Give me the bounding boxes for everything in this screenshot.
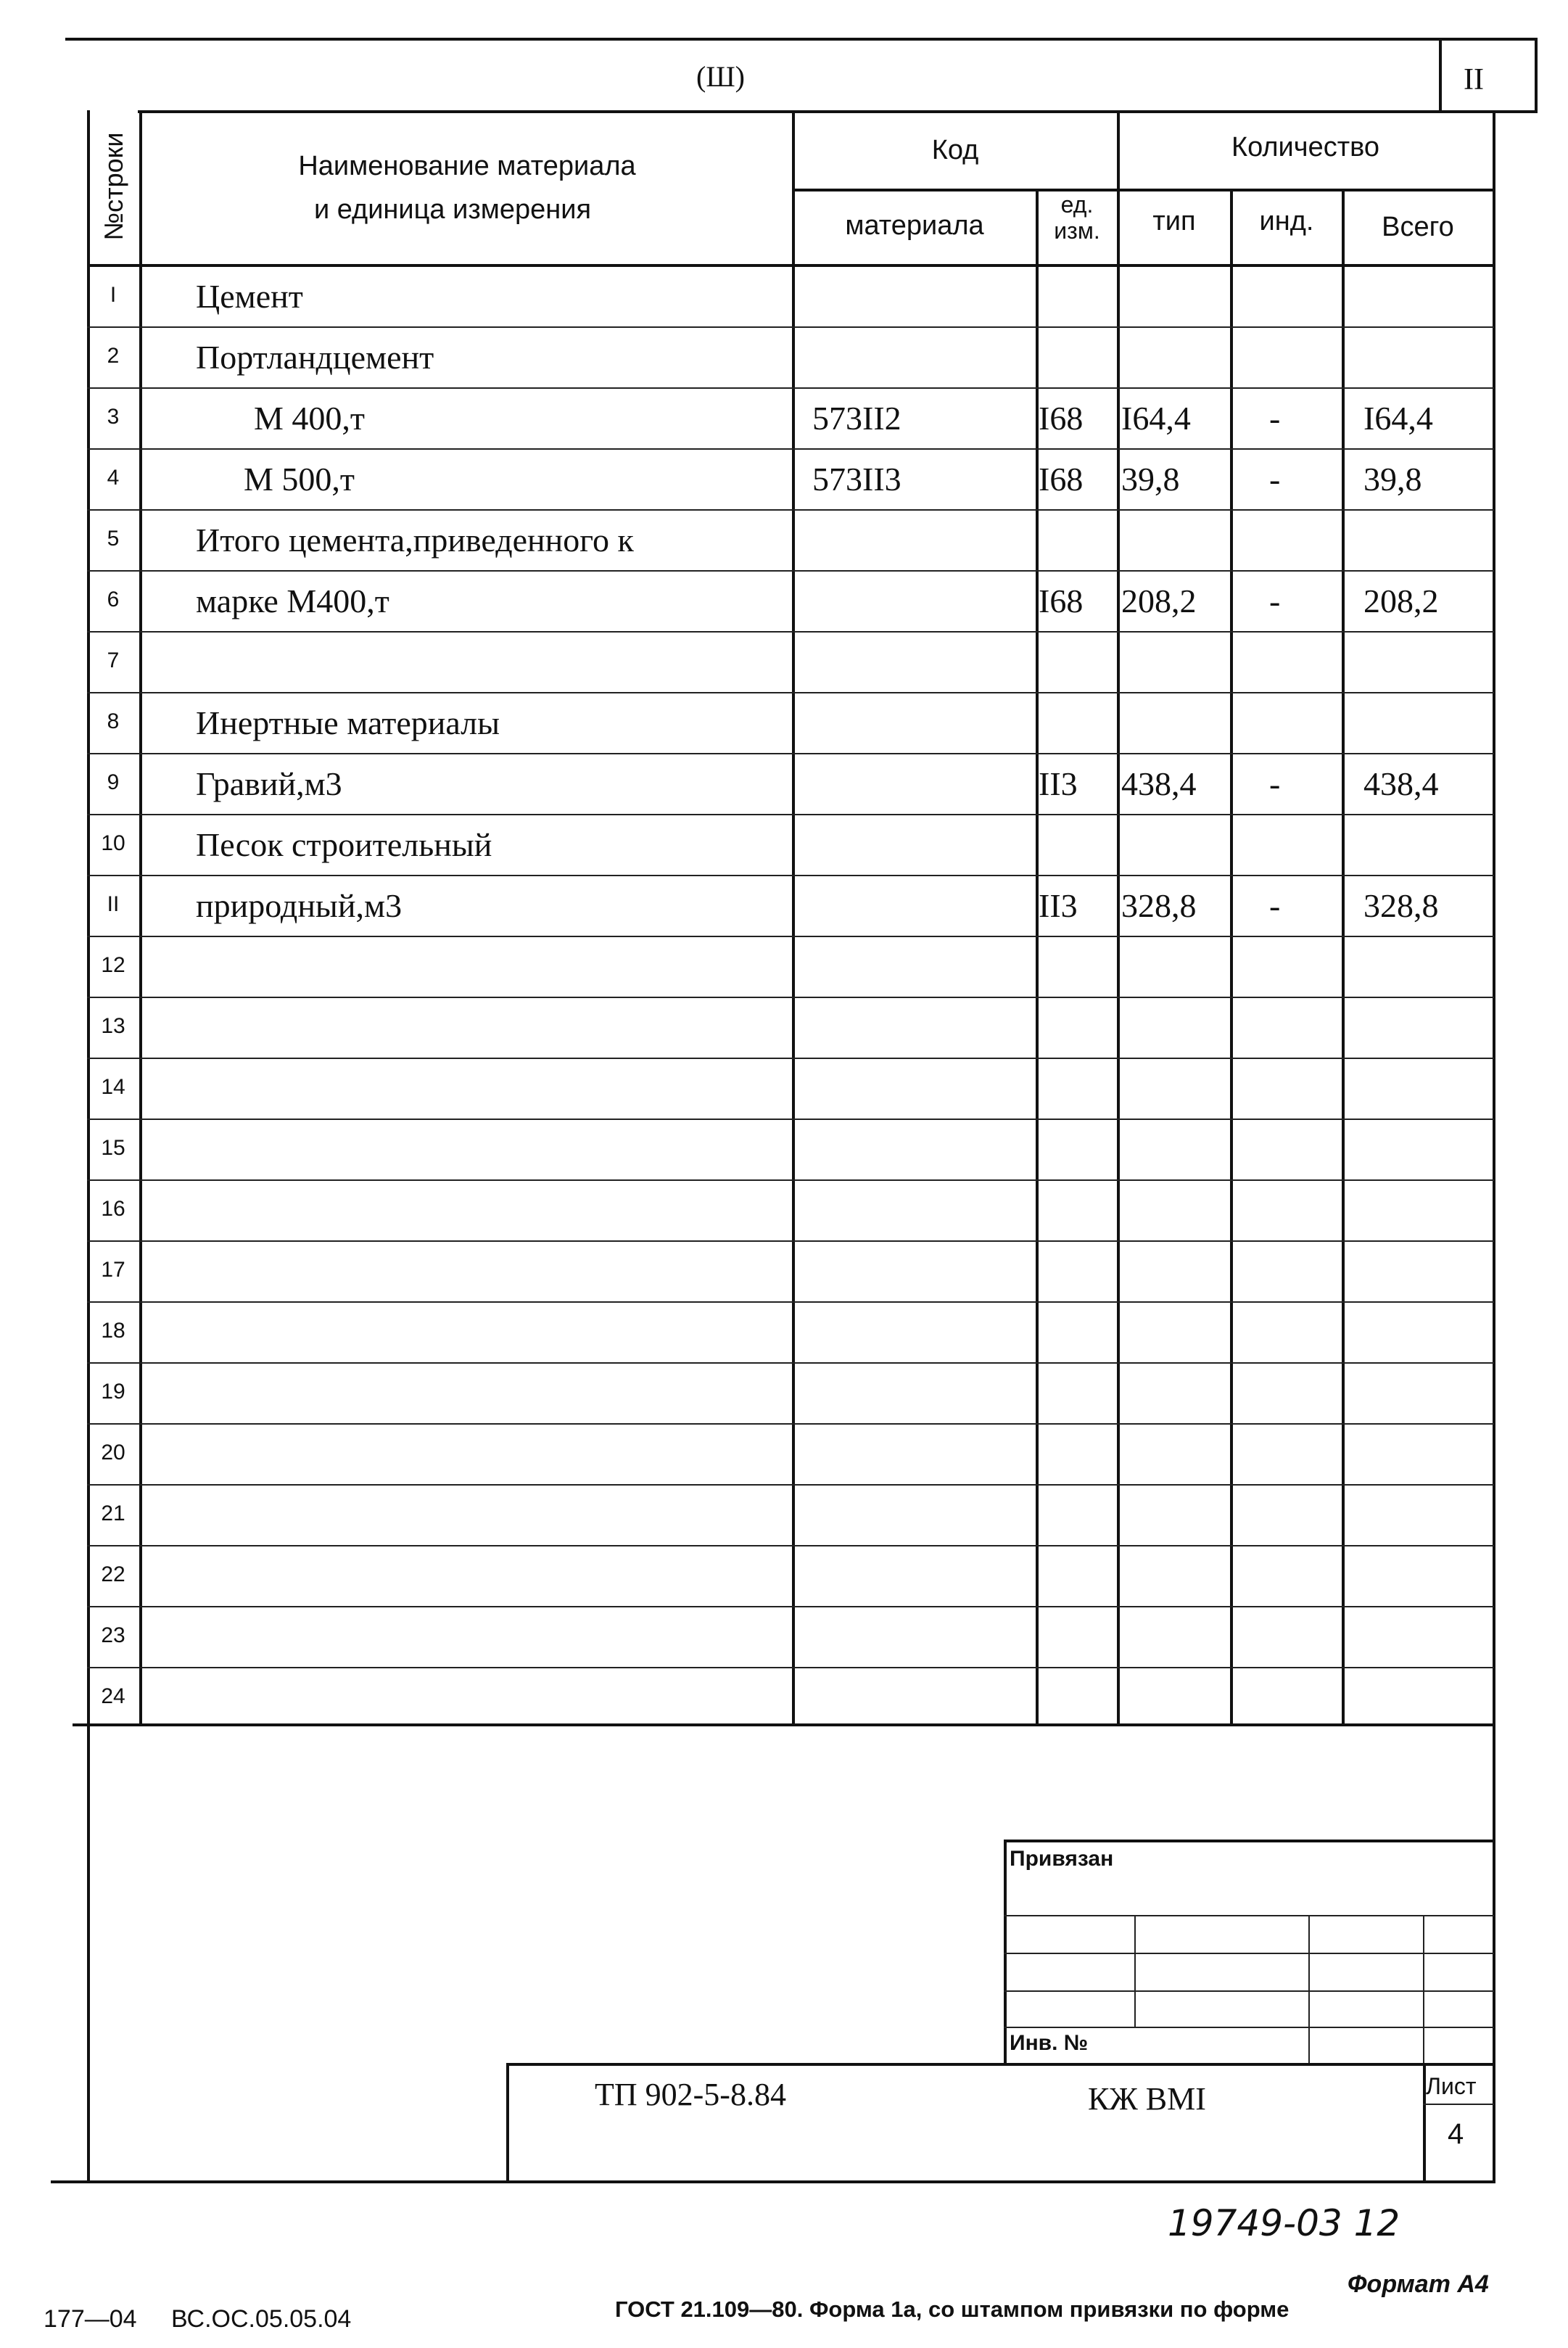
- cell-name: Портландцемент: [196, 339, 434, 376]
- stamp-line-1: [1004, 1915, 1494, 1916]
- handwritten-number: 19749-03 12: [1168, 2202, 1400, 2244]
- cell-total: 39,8: [1363, 461, 1422, 498]
- cell-total: I64,4: [1363, 400, 1433, 437]
- cell-typ: 328,8: [1121, 887, 1197, 924]
- col-unit-divider: [1117, 110, 1120, 1725]
- frame-bottom-line: [51, 2180, 1495, 2183]
- row-separator: [87, 936, 1494, 937]
- row-separator: [87, 1667, 1494, 1668]
- cell-ind: -: [1269, 582, 1281, 619]
- row-separator: [87, 1362, 1494, 1364]
- header-material: материала: [845, 210, 984, 241]
- row-number: 21: [101, 1502, 125, 1525]
- row-number: 22: [101, 1562, 125, 1586]
- row-number: 7: [107, 648, 120, 672]
- cell-material: 573II3: [812, 461, 901, 498]
- col-rownum-divider: [139, 110, 142, 1725]
- format-label: Формат А4: [1348, 2270, 1489, 2298]
- row-number: 8: [107, 709, 120, 733]
- row-number: 16: [101, 1197, 125, 1221]
- cell-name: марке М400,т: [196, 582, 389, 619]
- cell-name: Цемент: [196, 278, 303, 315]
- cell-typ: 39,8: [1121, 461, 1180, 498]
- titleblock-top: [506, 2063, 1494, 2066]
- footer-left-code: 177—04: [44, 2305, 137, 2333]
- table-bottom-line: [73, 1723, 1495, 1726]
- footer-gost: ГОСТ 21.109—80. Форма 1а, со штампом привязки по форме: [615, 2296, 1290, 2322]
- row-separator: [87, 448, 1494, 450]
- col-name-divider: [792, 110, 795, 1725]
- header-name-line2: и единица измерения: [313, 194, 592, 225]
- cell-name: Песок строительный: [196, 826, 492, 863]
- table-right-border: [1493, 110, 1495, 2182]
- row-number: 6: [107, 588, 120, 611]
- row-separator: [87, 753, 1494, 754]
- cell-typ: 208,2: [1121, 582, 1197, 619]
- stamp-inv-label: Инв. №: [1010, 2031, 1089, 2055]
- header-code: Код: [931, 135, 979, 165]
- row-separator: [87, 1606, 1494, 1607]
- corner-divider: [1439, 38, 1442, 112]
- cell-total: 208,2: [1363, 582, 1439, 619]
- cell-total: 438,4: [1363, 765, 1439, 802]
- header-unit-line2: изм.: [1054, 218, 1100, 244]
- row-separator: [87, 997, 1494, 998]
- row-number: 17: [101, 1258, 125, 1282]
- corner-right: [1535, 38, 1538, 112]
- cell-unit: II3: [1039, 765, 1078, 802]
- row-separator: [87, 1423, 1494, 1425]
- col-ind-divider: [1342, 190, 1345, 1725]
- row-separator: [87, 509, 1494, 511]
- header-top-line: [138, 110, 1538, 113]
- stamp-line-2: [1004, 1953, 1494, 1954]
- titleblock-left: [506, 2063, 509, 2182]
- cell-ind: -: [1269, 400, 1281, 437]
- cell-name: Итого цемента,приведенного к: [196, 522, 634, 559]
- page-corner-number: II: [1464, 63, 1484, 96]
- stamp-line-4: [1004, 2027, 1494, 2028]
- row-number: 15: [101, 1136, 125, 1160]
- row-number: 19: [101, 1380, 125, 1404]
- header-mid-line: [792, 189, 1494, 191]
- row-number: 3: [107, 405, 120, 429]
- header-ind: инд.: [1259, 206, 1314, 236]
- footer-series: ВС.ОС.05.05.04: [171, 2305, 352, 2333]
- stamp-left: [1004, 1840, 1007, 2063]
- stamp-top: [1004, 1840, 1494, 1842]
- row-number: 14: [101, 1075, 125, 1099]
- titleblock-sheet-line: [1423, 2104, 1494, 2105]
- sheet-number: 4: [1448, 2118, 1464, 2150]
- stamp-vline-2: [1308, 1915, 1310, 2064]
- header-row-number: №строки: [99, 132, 128, 241]
- row-number: 9: [107, 770, 120, 794]
- row-separator: [87, 1545, 1494, 1546]
- cell-name: Гравий,м3: [196, 765, 342, 802]
- cell-name: Инертные материалы: [196, 704, 500, 741]
- row-separator: [87, 326, 1494, 328]
- row-number: 18: [101, 1319, 125, 1343]
- top-border: [65, 38, 1538, 41]
- stamp-bound-label: Привязан: [1010, 1847, 1114, 1871]
- header-unit-line1: ед.: [1060, 191, 1094, 218]
- row-separator: [87, 570, 1494, 572]
- doc-section: КЖ ВМI: [1088, 2081, 1206, 2117]
- doc-code: ТП 902-5-8.84: [595, 2077, 786, 2112]
- cell-typ: 438,4: [1121, 765, 1197, 802]
- cell-ind: -: [1269, 765, 1281, 802]
- header-name-line1: Наименование материала: [298, 151, 636, 181]
- row-separator: [87, 1240, 1494, 1242]
- row-separator: [87, 1484, 1494, 1486]
- header-total: Всего: [1382, 212, 1454, 242]
- cell-unit: I68: [1039, 461, 1084, 498]
- cell-unit: I68: [1039, 400, 1084, 437]
- top-label: (Ш): [696, 60, 745, 93]
- cell-typ: I64,4: [1121, 400, 1191, 437]
- row-number: 23: [101, 1623, 125, 1647]
- stamp-vline-1: [1134, 1915, 1136, 2027]
- row-number: 5: [107, 527, 120, 551]
- stamp-line-3: [1004, 1990, 1494, 1992]
- cell-ind: -: [1269, 461, 1281, 498]
- row-separator: [87, 1301, 1494, 1303]
- row-number: 2: [107, 344, 120, 368]
- cell-total: 328,8: [1363, 887, 1439, 924]
- row-number: 12: [101, 953, 125, 977]
- header-quantity: Количество: [1231, 132, 1380, 162]
- row-number: 4: [107, 466, 120, 490]
- cell-name: М 400,т: [254, 400, 366, 437]
- row-number: I: [110, 283, 117, 307]
- row-separator: [87, 631, 1494, 633]
- cell-ind: -: [1269, 887, 1281, 924]
- row-number: 13: [101, 1014, 125, 1038]
- row-number: 24: [101, 1684, 125, 1708]
- sheet-label: Лист: [1426, 2073, 1477, 2099]
- row-separator: [87, 814, 1494, 815]
- cell-unit: II3: [1039, 887, 1078, 924]
- row-number: 20: [101, 1441, 125, 1465]
- cell-name: М 500,т: [244, 461, 355, 498]
- row-separator: [87, 387, 1494, 389]
- row-separator: [87, 1179, 1494, 1181]
- header-bottom-line: [87, 264, 1494, 267]
- row-number: II: [107, 892, 120, 916]
- col-typ-divider: [1230, 190, 1233, 1725]
- cell-material: 573II2: [812, 400, 901, 437]
- row-separator: [87, 692, 1494, 693]
- cell-name: природный,м3: [196, 887, 403, 924]
- row-separator: [87, 875, 1494, 876]
- header-typ: тип: [1152, 206, 1196, 236]
- cell-unit: I68: [1039, 582, 1084, 619]
- row-separator: [87, 1058, 1494, 1059]
- row-number: 10: [101, 831, 125, 855]
- row-separator: [87, 1119, 1494, 1120]
- stamp-vline-3: [1423, 1915, 1424, 2064]
